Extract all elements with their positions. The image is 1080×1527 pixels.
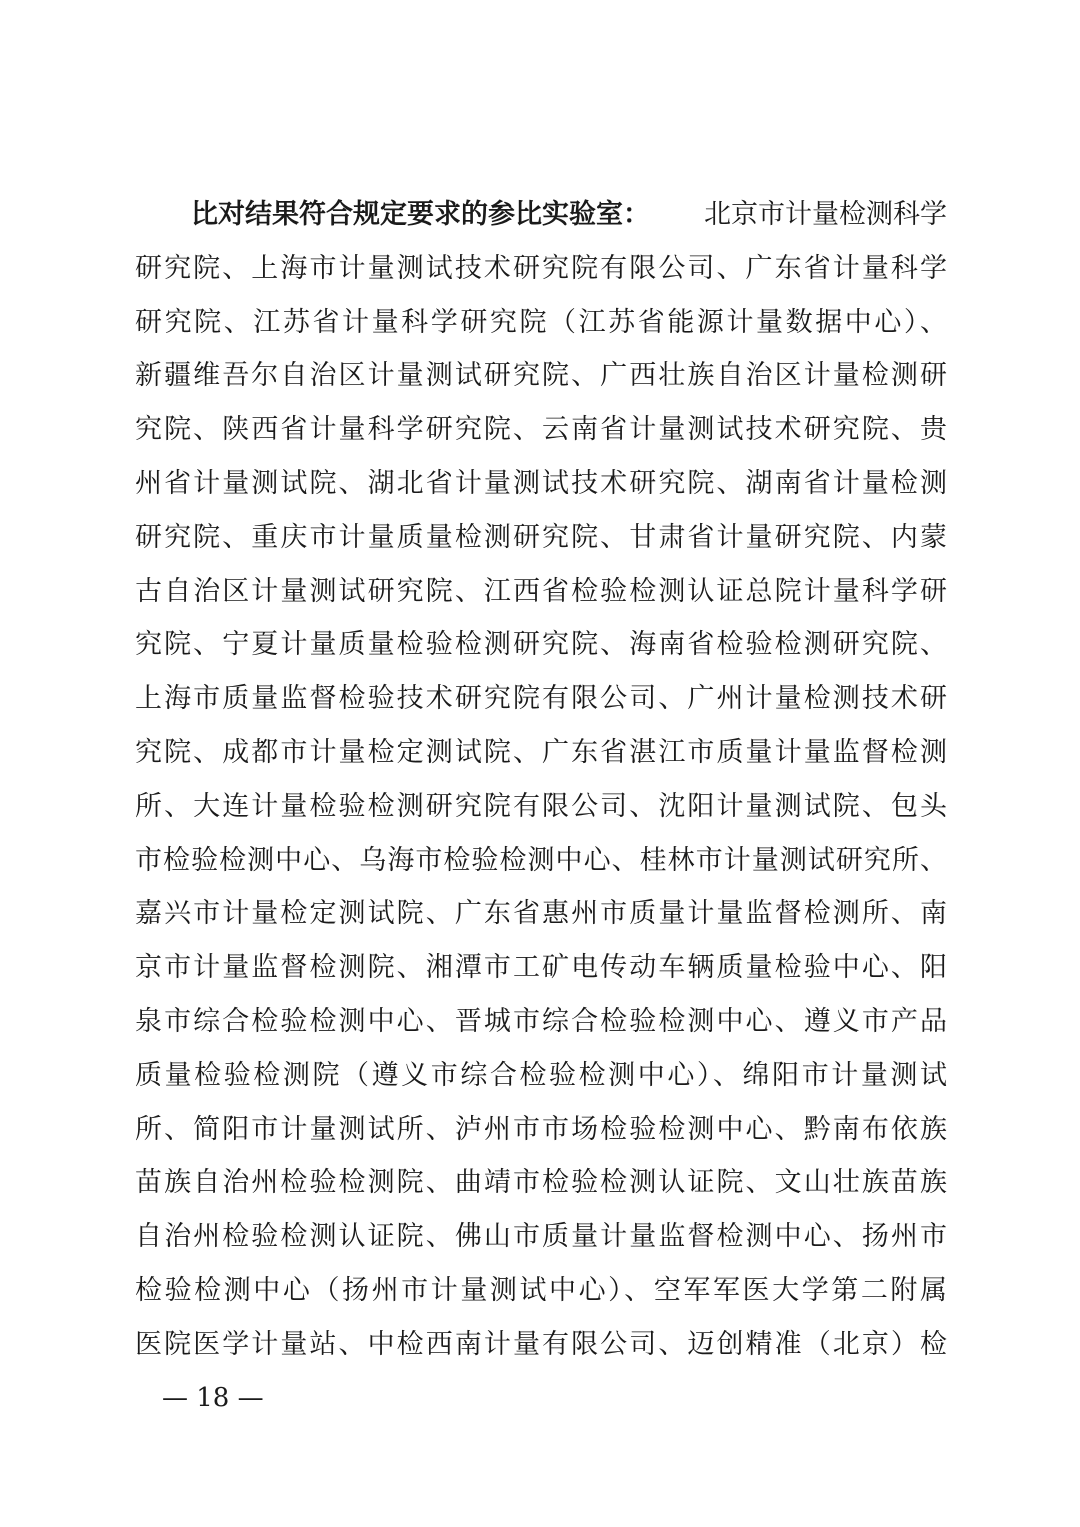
line-text: 医院医学计量站、中检西南计量有限公司、迈创精准（北京）检	[135, 1328, 950, 1360]
text-line	[135, 511, 950, 565]
text-line	[135, 1156, 950, 1210]
line-text: 自治州检验检测认证院、佛山市质量计量监督检测中心、扬州市	[135, 1221, 950, 1253]
page-number: — 18 —	[162, 1383, 264, 1413]
line-text: 研究院、江苏省计量科学研究院（江苏省能源计量数据中心）、	[135, 306, 950, 338]
body-text	[135, 188, 950, 1372]
text-line	[135, 1264, 950, 1318]
text-line	[135, 618, 950, 672]
line-text: 质量检验检测院（遵义市综合检验检测中心）、绵阳市计量测试	[135, 1059, 950, 1091]
text-line	[135, 1210, 950, 1264]
line-text: 究院、成都市计量检定测试院、广东省湛江市质量计量监督检测	[135, 736, 950, 768]
text-line	[135, 887, 950, 941]
line-text: 研究院、上海市计量测试技术研究院有限公司、广东省计量科学	[135, 252, 950, 284]
line-text: 泉市综合检验检测中心、晋城市综合检验检测中心、遵义市产品	[135, 1005, 950, 1037]
text-line	[135, 1103, 950, 1157]
line-text: 究院、宁夏计量质量检验检测研究院、海南省检验检测研究院、	[135, 629, 950, 661]
text-line	[135, 349, 950, 403]
line-text: 研究院、重庆市计量质量检测研究院、甘肃省计量研究院、内蒙	[135, 521, 950, 553]
line-text: 所、简阳市计量测试所、泸州市市场检验检测中心、黔南布依族	[135, 1113, 950, 1145]
line-text: 北京市计量检测科学	[704, 199, 947, 230]
text-line	[135, 188, 947, 242]
text-line	[135, 296, 950, 350]
text-line	[135, 995, 950, 1049]
text-line	[135, 726, 950, 780]
text-line	[135, 1318, 950, 1372]
line-text: 上海市质量监督检验技术研究院有限公司、广州计量检测技术研	[135, 683, 950, 715]
line-text: 京市计量监督检测院、湘潭市工矿电传动车辆质量检验中心、阳	[135, 952, 950, 984]
line-text: 检验检测中心（扬州市计量测试中心）、空军军医大学第二附属	[135, 1274, 950, 1306]
line-text: 嘉兴市计量检定测试院、广东省惠州市质量计量监督检测所、南	[135, 898, 950, 930]
line-text: 市检验检测中心、乌海市检验检测中心、桂林市计量测试研究所、	[135, 844, 949, 876]
line-text: 新疆维吾尔自治区计量测试研究院、广西壮族自治区计量检测研	[135, 360, 950, 392]
line-text: 苗族自治州检验检测院、曲靖市检验检测认证院、文山壮族苗族	[135, 1167, 950, 1199]
text-line	[135, 672, 950, 726]
line-text: 究院、陕西省计量科学研究院、云南省计量测试技术研究院、贵	[135, 414, 950, 446]
line-text: 所、大连计量检验检测研究院有限公司、沈阳计量测试院、包头	[135, 790, 950, 822]
text-line	[135, 457, 950, 511]
text-line	[135, 565, 950, 619]
text-line	[135, 1049, 950, 1103]
text-line	[135, 941, 950, 995]
text-line	[135, 780, 950, 834]
text-line	[135, 242, 950, 296]
text-line	[135, 403, 950, 457]
text-line	[135, 834, 947, 888]
line-text: 古自治区计量测试研究院、江西省检验检测认证总院计量科学研	[135, 575, 950, 607]
lead-heading: 比对结果符合规定要求的参比实验室：	[191, 199, 650, 230]
line-text: 州省计量测试院、湖北省计量测试技术研究院、湖南省计量检测	[135, 467, 950, 499]
